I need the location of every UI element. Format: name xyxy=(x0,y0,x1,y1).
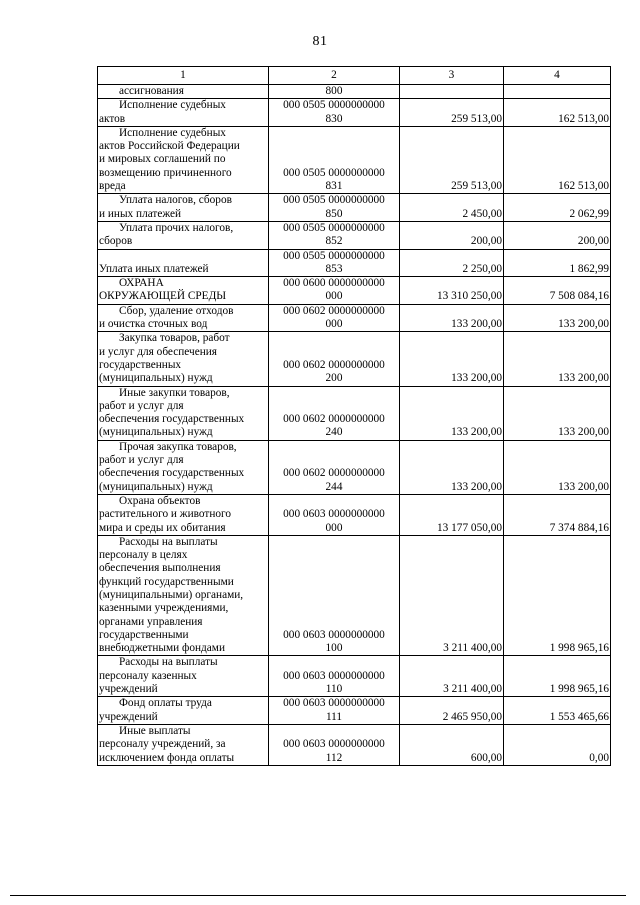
cell-line: 000 0505 0000000000 xyxy=(283,166,385,179)
cell-line: Сбор, удаление отходов xyxy=(119,304,234,317)
row-code-cell xyxy=(269,386,400,440)
cell-line: Расходы на выплаты xyxy=(119,656,218,669)
row-name-cell xyxy=(98,85,269,99)
row-name-cell xyxy=(98,656,269,697)
row-name-cell xyxy=(98,304,269,332)
budget-table xyxy=(97,66,611,766)
row-name-cell xyxy=(98,386,269,440)
row-value-col3: 3 211 400,00 xyxy=(400,656,504,697)
cell-line: 111 xyxy=(325,710,343,723)
row-name-cell xyxy=(98,194,269,222)
row-value-col3: 133 200,00 xyxy=(400,440,504,494)
cell-line: и иных платежей xyxy=(99,207,182,220)
row-value-col4: 7 508 084,16 xyxy=(504,277,611,305)
cell-line xyxy=(99,250,267,263)
cell-line: 100 xyxy=(325,642,343,655)
cell-line: ОКРУЖАЮЩЕЙ СРЕДЫ xyxy=(99,290,227,303)
row-value-col4: 1 998 965,16 xyxy=(504,656,611,697)
table-row xyxy=(98,494,611,535)
cell-line: 852 xyxy=(325,235,343,248)
row-value-col3: 259 513,00 xyxy=(400,126,504,193)
row-value-col4: 133 200,00 xyxy=(504,386,611,440)
cell-line: (муниципальными) органами, xyxy=(99,588,244,601)
row-value-col3: 2 465 950,00 xyxy=(400,697,504,725)
cell-line: актов xyxy=(99,112,126,125)
cell-line: Расходы на выплаты xyxy=(119,535,218,548)
cell-line: 000 0505 0000000000 xyxy=(283,99,385,112)
cell-line: обеспечения государственных xyxy=(99,467,245,480)
row-code-cell xyxy=(269,99,400,127)
cell-line: Прочая закупка товаров, xyxy=(119,440,237,453)
row-value-col3: 133 200,00 xyxy=(400,386,504,440)
cell-line: (муниципальных) нужд xyxy=(99,372,213,385)
cell-line: 240 xyxy=(325,426,343,439)
row-name-cell xyxy=(98,126,269,193)
cell-line: 000 0602 0000000000 xyxy=(283,304,385,317)
cell-line: Уплата прочих налогов, xyxy=(119,221,234,234)
table-row xyxy=(98,99,611,127)
column-header: 2 xyxy=(269,67,400,85)
cell-line: обеспечения государственных xyxy=(99,413,245,426)
row-value-col4: 162 513,00 xyxy=(504,99,611,127)
table-row xyxy=(98,332,611,386)
cell-line: сборов xyxy=(99,235,133,248)
cell-line: Закупка товаров, работ xyxy=(119,332,230,345)
row-value-col3: 13 310 250,00 xyxy=(400,277,504,305)
cell-line: 200 xyxy=(325,372,343,385)
row-name-cell xyxy=(98,99,269,127)
cell-line: персоналу казенных xyxy=(99,669,197,682)
row-code-cell xyxy=(269,697,400,725)
table-header-row xyxy=(98,67,611,85)
row-value-col4: 200,00 xyxy=(504,221,611,249)
row-value-col4: 133 200,00 xyxy=(504,440,611,494)
row-code-cell xyxy=(269,332,400,386)
column-header: 3 xyxy=(400,67,504,85)
table-row xyxy=(98,126,611,193)
cell-line: персоналу учреждений, за xyxy=(99,738,226,751)
cell-line: работ и услуг для xyxy=(99,454,184,467)
row-name-cell xyxy=(98,535,269,656)
row-value-col3: 13 177 050,00 xyxy=(400,494,504,535)
cell-line: 000 xyxy=(325,318,343,331)
table-row xyxy=(98,535,611,656)
row-code-cell xyxy=(269,304,400,332)
row-value-col4: 7 374 884,16 xyxy=(504,494,611,535)
row-name-cell xyxy=(98,440,269,494)
table-row xyxy=(98,249,611,277)
cell-line: 112 xyxy=(325,751,343,764)
cell-line: исключением фонда оплаты xyxy=(99,751,235,764)
cell-line: 000 0603 0000000000 xyxy=(283,628,385,641)
cell-line: казенными учреждениями, xyxy=(99,602,229,615)
table-row xyxy=(98,221,611,249)
row-value-col4: 2 062,99 xyxy=(504,194,611,222)
row-value-col3: 200,00 xyxy=(400,221,504,249)
row-value-col4: 1 553 465,66 xyxy=(504,697,611,725)
cell-line: Исполнение судебных xyxy=(119,99,226,112)
cell-line: государственных xyxy=(99,358,182,371)
table-row xyxy=(98,304,611,332)
cell-line: 000 0603 0000000000 xyxy=(283,738,385,751)
row-name-cell xyxy=(98,249,269,277)
cell-line: возмещению причиненного xyxy=(99,166,232,179)
cell-line: (муниципальных) нужд xyxy=(99,480,213,493)
cell-line: внебюджетными фондами xyxy=(99,642,225,655)
cell-line: растительного и животного xyxy=(99,508,232,521)
row-code-cell xyxy=(269,535,400,656)
cell-line: 000 0603 0000000000 xyxy=(283,669,385,682)
table-row xyxy=(98,85,611,99)
row-value-col4 xyxy=(504,85,611,99)
cell-line: 000 0505 0000000000 xyxy=(283,221,385,234)
cell-line: и мировых соглашений по xyxy=(99,153,226,166)
row-value-col3: 2 250,00 xyxy=(400,249,504,277)
row-name-cell xyxy=(98,221,269,249)
table-row xyxy=(98,656,611,697)
cell-line: функций государственными xyxy=(99,575,234,588)
cell-line: Исполнение судебных xyxy=(119,126,226,139)
column-header: 1 xyxy=(98,67,269,85)
cell-line: 853 xyxy=(325,262,343,275)
cell-line: 831 xyxy=(325,180,343,193)
table-row xyxy=(98,386,611,440)
row-value-col4: 1 998 965,16 xyxy=(504,535,611,656)
cell-line: персоналу в целях xyxy=(99,549,188,562)
cell-line: и услуг для обеспечения xyxy=(99,345,217,358)
row-value-col4: 133 200,00 xyxy=(504,304,611,332)
cell-line: 000 0603 0000000000 xyxy=(283,508,385,521)
cell-line: 110 xyxy=(325,683,343,696)
cell-line: работ и услуг для xyxy=(99,399,184,412)
cell-line: вреда xyxy=(99,180,126,193)
cell-line: 000 xyxy=(325,521,343,534)
row-value-col4: 0,00 xyxy=(504,724,611,765)
cell-line: Фонд оплаты труда xyxy=(119,697,212,710)
cell-line: 000 0505 0000000000 xyxy=(283,194,385,207)
row-value-col3: 133 200,00 xyxy=(400,332,504,386)
row-value-col3: 259 513,00 xyxy=(400,99,504,127)
cell-line: 000 0600 0000000000 xyxy=(283,277,385,290)
row-value-col4: 133 200,00 xyxy=(504,332,611,386)
cell-line: 000 xyxy=(325,290,343,303)
table-row xyxy=(98,724,611,765)
cell-line: Охрана объектов xyxy=(119,494,201,507)
cell-line: 000 0505 0000000000 xyxy=(283,249,385,262)
cell-line: 000 0603 0000000000 xyxy=(283,697,385,710)
cell-line: 000 0602 0000000000 xyxy=(283,413,385,426)
cell-line: 000 0602 0000000000 xyxy=(283,467,385,480)
row-code-cell xyxy=(269,440,400,494)
table-row xyxy=(98,194,611,222)
cell-line: обеспечения выполнения xyxy=(99,562,221,575)
row-code-cell xyxy=(269,656,400,697)
table-row xyxy=(98,440,611,494)
row-code-cell xyxy=(269,126,400,193)
row-value-col3: 600,00 xyxy=(400,724,504,765)
table-row xyxy=(98,697,611,725)
cell-line: Иные выплаты xyxy=(119,724,191,737)
row-code-cell xyxy=(269,249,400,277)
row-value-col3 xyxy=(400,85,504,99)
cell-line: и очистка сточных вод xyxy=(99,318,208,331)
cell-line: государственными xyxy=(99,628,189,641)
row-value-col3: 2 450,00 xyxy=(400,194,504,222)
cell-line: актов Российской Федерации xyxy=(99,140,240,153)
row-value-col4: 162 513,00 xyxy=(504,126,611,193)
row-code-cell xyxy=(269,277,400,305)
row-code-cell xyxy=(269,724,400,765)
cell-line: мира и среды их обитания xyxy=(99,521,226,534)
row-name-cell xyxy=(98,277,269,305)
row-name-cell xyxy=(98,724,269,765)
row-name-cell xyxy=(98,697,269,725)
row-code-cell xyxy=(269,494,400,535)
cell-line: (муниципальных) нужд xyxy=(99,426,213,439)
cell-line: ОХРАНА xyxy=(119,277,164,290)
column-header: 4 xyxy=(504,67,611,85)
row-code-cell xyxy=(269,194,400,222)
row-code-cell xyxy=(269,221,400,249)
cell-line: 800 xyxy=(325,85,343,97)
cell-line: Уплата иных платежей xyxy=(99,262,209,275)
cell-line: ассигнования xyxy=(119,85,184,97)
page-bottom-rule xyxy=(10,895,626,896)
row-value-col3: 3 211 400,00 xyxy=(400,535,504,656)
row-code-cell xyxy=(269,85,400,99)
table-row xyxy=(98,277,611,305)
row-value-col3: 133 200,00 xyxy=(400,304,504,332)
row-value-col4: 1 862,99 xyxy=(504,249,611,277)
cell-line: 244 xyxy=(325,480,343,493)
cell-line: учреждений xyxy=(99,683,158,696)
cell-line: Уплата налогов, сборов xyxy=(119,194,232,207)
cell-line: 000 0602 0000000000 xyxy=(283,358,385,371)
cell-line: Иные закупки товаров, xyxy=(119,386,230,399)
cell-line: 850 xyxy=(325,207,343,220)
cell-line: учреждений xyxy=(99,710,158,723)
row-name-cell xyxy=(98,494,269,535)
cell-line: органами управления xyxy=(99,615,203,628)
row-name-cell xyxy=(98,332,269,386)
cell-line: 830 xyxy=(325,112,343,125)
page-number: 81 xyxy=(312,34,328,49)
